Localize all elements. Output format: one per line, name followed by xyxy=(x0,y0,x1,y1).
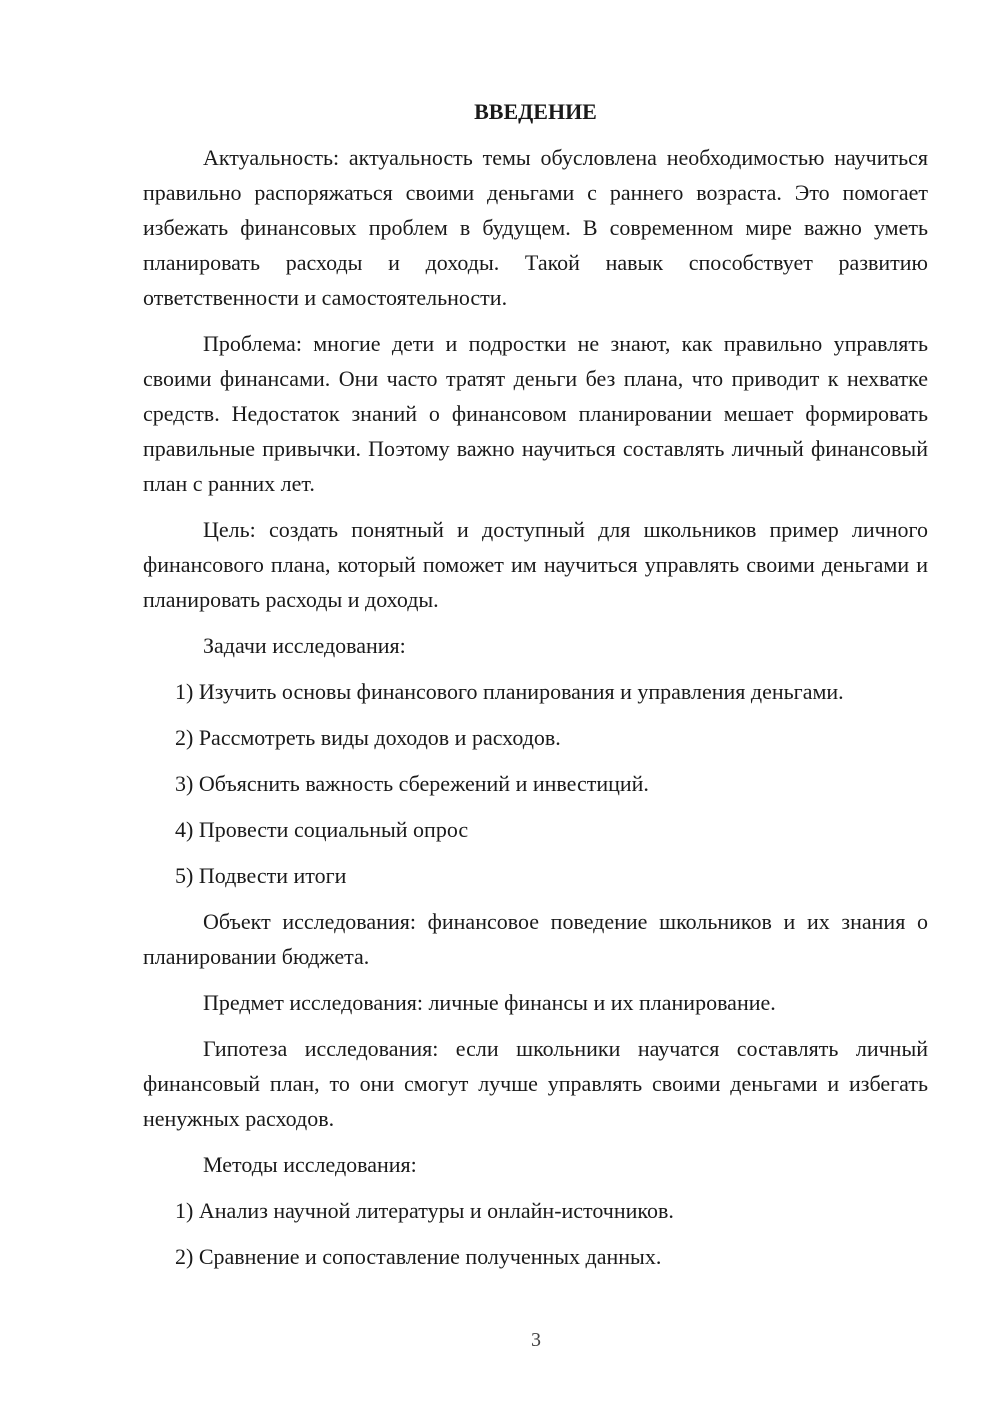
subject-paragraph: Предмет исследования: личные финансы и их планирование. xyxy=(203,990,776,1015)
goal-paragraph: Цель: создать понятный и доступный для школьников пример личного финансового плана, который поможет им научиться управлять своими деньгами и планировать расходы и доходы. xyxy=(143,517,928,612)
methods-label: Методы исследования: xyxy=(203,1152,417,1177)
page-title: ВВЕДЕНИЕ xyxy=(474,99,597,124)
problem-paragraph: Проблема: многие дети и подростки не знают, как правильно управлять своими финансами. Они часто тратят деньги без плана, что приводит к нехватке средств. Недостаток знаний о финансовом планировании мешает формировать правильные привычки. Поэтому важно научиться составлять личный финансовый план с ранних лет. xyxy=(143,331,928,496)
task-item-2: 2) Рассмотреть виды доходов и расходов. xyxy=(175,725,561,750)
task-item-1: 1) Изучить основы финансового планирования и управления деньгами. xyxy=(175,679,844,704)
relevance-paragraph: Актуальность: актуальность темы обусловлена необходимостью научиться правильно распоряжаться своими деньгами с раннего возраста. Это помогает избежать финансовых проблем в будущем. В современном мире важно уметь планировать расходы и доходы. Такой навык способствует развитию ответственности и самостоятельности. xyxy=(143,145,928,310)
task-item-4: 4) Провести социальный опрос xyxy=(175,817,469,842)
hypothesis-paragraph: Гипотеза исследования: если школьники научатся составлять личный финансовый план, то они смогут лучше управлять своими деньгами и избегать ненужных расходов. xyxy=(143,1036,928,1131)
object-paragraph: Объект исследования: финансовое поведение школьников и их знания о планировании бюджета. xyxy=(143,909,928,969)
document-body xyxy=(143,94,928,1285)
method-item-2: 2) Сравнение и сопоставление полученных данных. xyxy=(175,1244,662,1269)
task-item-5: 5) Подвести итоги xyxy=(175,863,347,888)
method-item-1: 1) Анализ научной литературы и онлайн-источников. xyxy=(175,1198,674,1223)
tasks-label: Задачи исследования: xyxy=(203,633,406,658)
task-item-3: 3) Объяснить важность сбережений и инвестиций. xyxy=(175,771,649,796)
page-number: 3 xyxy=(531,1329,541,1351)
